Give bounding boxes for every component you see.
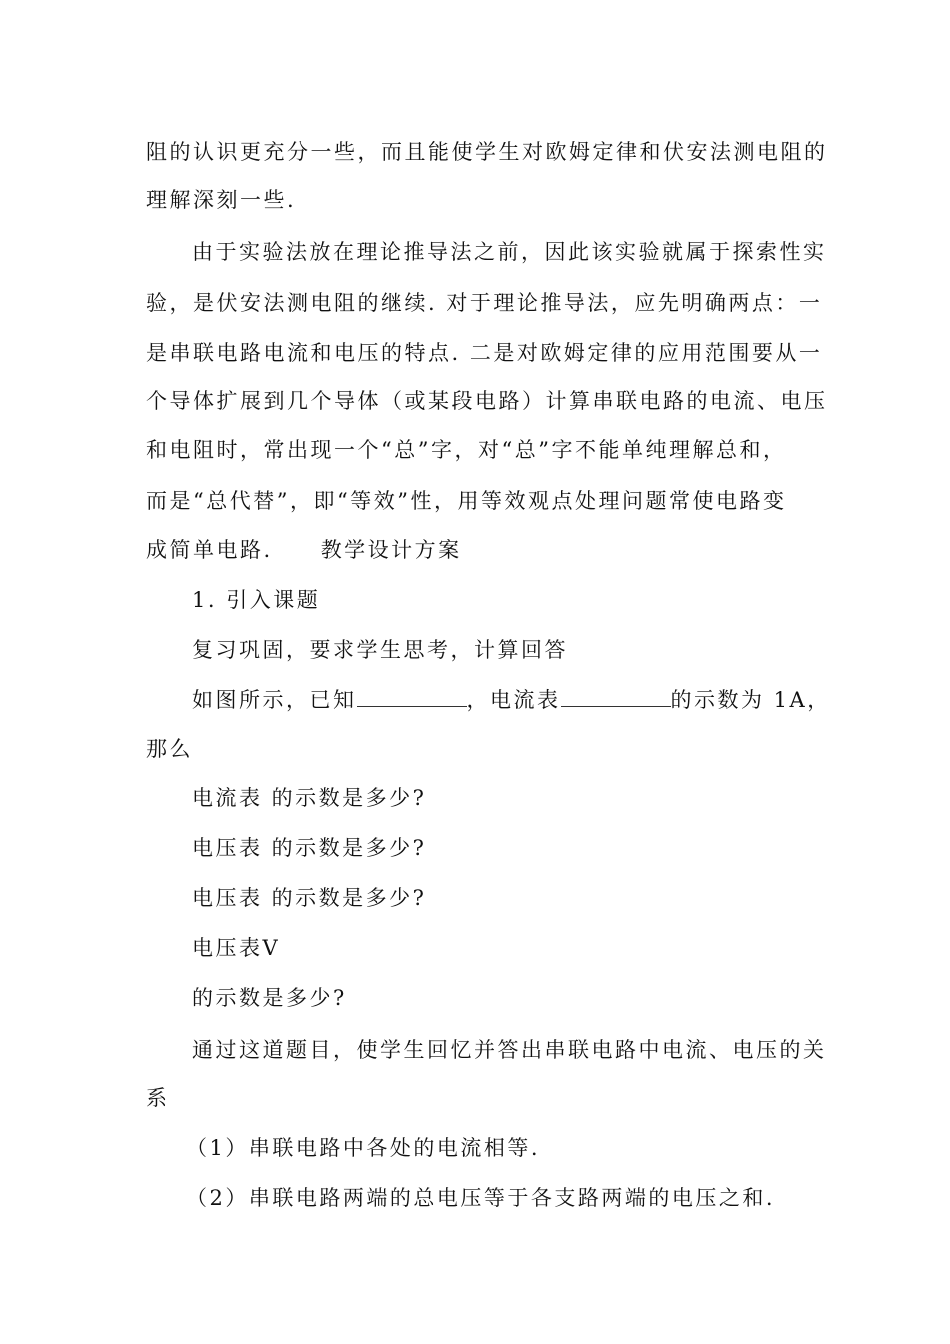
question-line [192,685,831,715]
text-line: 是串联电路电流和电压的特点. 二是对欧姆定律的应用范围要从一 [146,341,823,365]
text-line: 而是“总代替”，即“等效”性，用等效观点处理问题常使电路变 [146,489,787,513]
blank-underline [561,686,671,707]
text-fragment: 的示数为 1A， [670,688,831,712]
question-item: 电流表 的示数是多少? [192,786,427,810]
rule-item: （2）串联电路两端的总电压等于各支路两端的电压之和. [186,1186,776,1210]
text-line: 理解深刻一些. [146,188,297,212]
text-line: 通过这道题目，使学生回忆并答出串联电路中电流、电压的关 [192,1038,827,1062]
text-line: 由于实验法放在理论推导法之前，因此该实验就属于探索性实 [192,240,827,264]
section-title: 1. 引入课题 [192,588,321,612]
question-item: 电压表 的示数是多少? [192,886,427,910]
text-line: 验，是伏安法测电阻的继续. 对于理论推导法，应先明确两点：一 [146,291,823,315]
text-fragment: 如图所示，已知 [192,688,357,712]
rule-item: （1）串联电路中各处的电流相等. [186,1136,541,1160]
blank-underline [357,686,467,707]
question-item: 的示数是多少? [192,986,347,1010]
text-line: 复习巩固，要求学生思考，计算回答 [192,638,568,662]
text-fragment: ，电流表 [466,688,561,712]
text-line: 和电阻时，常出现一个“总”字，对“总”字不能单纯理解总和， [146,438,787,462]
question-item: 电压表 的示数是多少? [192,836,427,860]
text-line: 系 [146,1086,170,1110]
text-line [146,535,462,565]
text-line: 那么 [146,737,193,761]
text-line: 阻的认识更充分一些，而且能使学生对欧姆定律和伏安法测电阻的 [146,140,828,164]
question-item: 电压表V [192,936,281,960]
section-heading: 教学设计方案 [320,538,462,562]
text-fragment: 成简单电路. [146,538,273,562]
text-line: 个导体扩展到几个导体（或某段电路）计算串联电路的电流、电压 [146,389,828,413]
